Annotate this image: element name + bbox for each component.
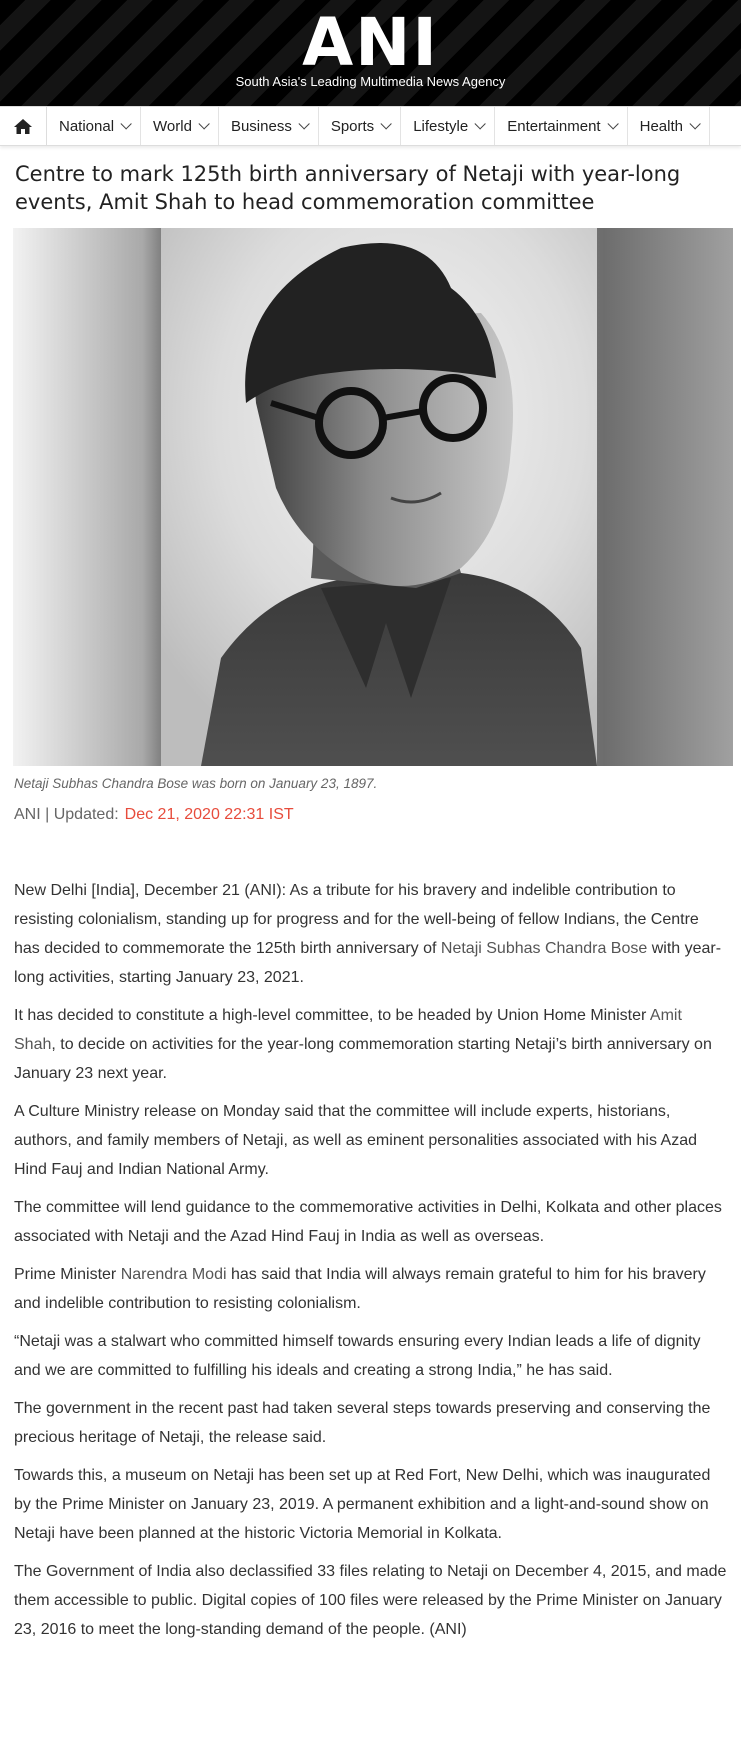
chevron-down-icon [121,118,132,129]
nav-item-business[interactable] [219,107,319,145]
ani-logo[interactable]: ANI [302,4,439,81]
nav-item-lifestyle[interactable] [401,107,495,145]
chevron-down-icon [475,118,486,129]
nav-label: National [59,117,115,135]
chevron-down-icon [381,118,392,129]
nav-label: Entertainment [507,117,601,135]
link-netaji[interactable]: Netaji Subhas Chandra Bose [440,940,648,957]
chevron-down-icon [298,118,309,129]
image-caption: Netaji Subhas Chandra Bose was born on January 23, 1897. [14,776,378,791]
portrait-photo [161,228,597,766]
link-amit-shah[interactable]: Amit Shah [14,1007,682,1053]
paragraph-text: , to decide on activities for the year-long commemoration starting Netaji’s birth anniversary on January 23 next year. [14,1036,712,1082]
nav-item-world[interactable] [141,107,219,145]
paragraph-text: Prime Minister [14,1266,121,1283]
paragraph: The government in the recent past had taken several steps towards preserving and conserving the precious heritage of Netaji, the release said. [14,1400,711,1446]
article [0,160,741,1644]
nav-item-sports[interactable] [319,107,401,145]
nav-item-national[interactable] [47,107,141,145]
paragraph [14,1260,728,1318]
paragraph: The committee will lend guidance to the commemorative activities in Delhi, Kolkata and other places associated with Netaji and the Azad Hind Fauj in India as well as overseas. [14,1199,722,1245]
tagline: South Asia's Leading Multimedia News Agency [235,74,506,89]
nav-label: Sports [330,117,375,135]
byline-date: Dec 21, 2020 22:31 IST [124,806,294,823]
nav-home[interactable] [0,107,47,145]
paragraph-text: New Delhi [India], December 21 (ANI): As a tribute for his bravery and indelible contribution to resisting colonialism, standing up for progress and for the well-being of fellow Indians, the Centre has decided to commemorate the 125th birth anniversary of [14,882,699,957]
hero-image[interactable] [13,228,733,766]
chevron-down-icon [689,118,700,129]
byline-source: ANI | Updated: [14,806,119,823]
paragraph [14,1001,728,1088]
paragraph: “Netaji was a stalwart who committed himself towards ensuring every Indian leads a life of dignity and we are committed to fulfilling his ideals and creating a strong India,” he has said. [14,1333,701,1379]
article-title: Centre to mark 125th birth anniversary of Netaji with year-long events, Amit Shah to head commemoration committee [15,162,681,214]
paragraph: The Government of India also declassified 33 files relating to Netaji on December 4, 2015, and made them accessible to public. Digital copies of 100 files were released by the Prime Minister on January 23, 2016 to meet the long-standing demand of the people. (ANI) [14,1563,727,1638]
chevron-down-icon [607,118,618,129]
nav-label: Lifestyle [413,117,469,135]
byline [14,806,728,824]
home-icon [13,118,33,135]
paragraph-text: with year-long activities, starting January 23, 2021. [14,940,722,986]
nav-label: World [153,117,192,135]
link-narendra-modi[interactable]: Narendra Modi [120,1266,227,1283]
main-nav [0,106,741,146]
paragraph [14,876,728,992]
paragraph: Towards this, a museum on Netaji has been set up at Red Fort, New Delhi, which was inaugurated by the Prime Minister on January 23, 2019. A permanent exhibition and a light-and-sound show on Netaji have been planned at the historic Victoria Memorial in Kolkata. [14,1467,711,1542]
masthead [0,0,741,106]
paragraph-text: It has decided to constitute a high-level committee, to be headed by Union Home Minister [14,1007,650,1024]
nav-label: Business [230,117,292,135]
paragraph-text: has said that India will always remain grateful to him for his bravery and indelible contribution to resisting colonialism. [14,1266,706,1312]
paragraph: A Culture Ministry release on Monday said that the committee will include experts, historians, authors, and family members of Netaji, as well as eminent personalities associated with his Azad Hind Fauj and Indian National Army. [14,1103,697,1178]
nav-label: Health [639,117,683,135]
nav-item-health[interactable] [628,107,710,145]
article-body [13,876,728,1644]
chevron-down-icon [198,118,209,129]
nav-item-entertainment[interactable] [495,107,627,145]
